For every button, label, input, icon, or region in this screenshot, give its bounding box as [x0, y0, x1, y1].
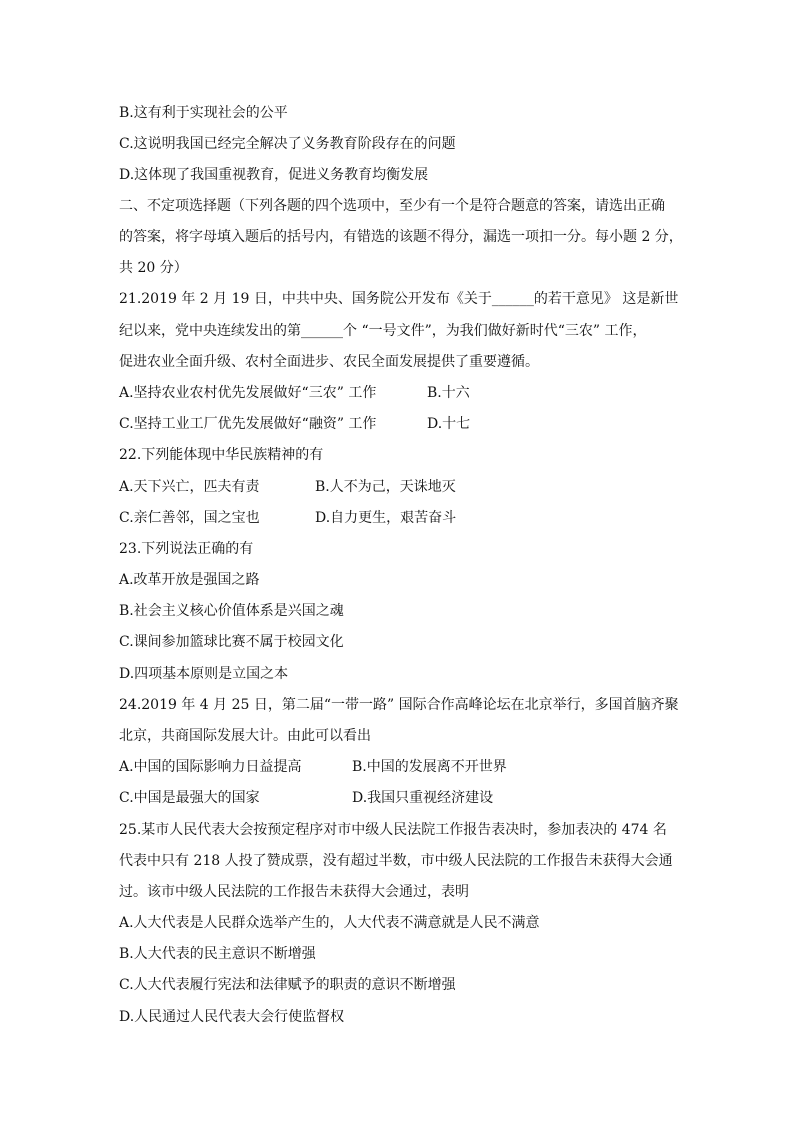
q20-option-c: C.这说明我国已经完全解决了义务教育阶段存在的问题: [119, 136, 456, 152]
q24-option-a: A.中国的国际影响力日益提高: [119, 759, 302, 775]
section-heading-line-3: 共 20 分）: [119, 260, 188, 276]
q20-option-d: D.这体现了我国重视教育，促进义务教育均衡发展: [119, 167, 429, 183]
q24-option-b: B.中国的发展离不开世界: [352, 759, 507, 775]
q22-option-c: C.亲仁善邻，国之宝也: [119, 510, 260, 526]
q20-option-b: B.这有利于实现社会的公平: [119, 105, 288, 121]
q22-option-d: D.自力更生，艰苦奋斗: [315, 510, 457, 526]
q24-stem-line-2: 北京，共商国际发展大计。由此可以看出: [119, 728, 371, 744]
q21-stem-line-3: 促进农业全面升级、农村全面进步、农民全面发展提供了重要遵循。: [119, 354, 539, 370]
q22-option-b: B.人不为己，天诛地灭: [315, 479, 456, 495]
q22-option-a: A.天下兴亡，匹夫有责: [119, 479, 260, 495]
q23-stem: 23.下列说法正确的有: [119, 541, 254, 557]
q21-stem-line-2: 纪以来，党中央连续发出的第______个 “一号文件”，为我们做好新时代“三农” 工作，: [119, 323, 647, 339]
section-heading-line-1: 二、不定项选择题（下列各题的四个选项中，至少有一个是符合题意的答案，请选出正确: [119, 198, 665, 214]
q21-stem-line-1: 21.2019 年 2 月 19 日，中共中央、国务院公开发布《关于______的若干意见》 这是新世: [119, 291, 679, 307]
q25-option-c: C.人大代表履行宪法和法律赋予的职责的意识不断增强: [119, 977, 456, 993]
section-heading-line-2: 的答案，将字母填入题后的括号内，有错选的该题不得分，漏选一项扣一分。每小题 2 分，: [119, 229, 683, 245]
q25-option-d: D.人民通过人民代表大会行使监督权: [119, 1009, 345, 1025]
q23-option-c: C.课间参加篮球比赛不属于校园文化: [119, 634, 344, 650]
q21-option-a: A.坚持农业农村优先发展做好“三农” 工作: [119, 385, 377, 401]
q21-option-c: C.坚持工业工厂优先发展做好“融资” 工作: [119, 416, 377, 432]
q22-stem: 22.下列能体现中华民族精神的有: [119, 447, 324, 463]
q25-option-a: A.人大代表是人民群众选举产生的，人大代表不满意就是人民不满意: [119, 915, 540, 931]
q23-option-b: B.社会主义核心价值体系是兴国之魂: [119, 603, 344, 619]
q21-option-d: D.十七: [427, 416, 471, 432]
q25-option-b: B.人大代表的民主意识不断增强: [119, 946, 316, 962]
q23-option-d: D.四项基本原则是立国之本: [119, 666, 289, 682]
q24-option-d: D.我国只重视经济建设: [352, 790, 494, 806]
q24-option-c: C.中国是最强大的国家: [119, 790, 260, 806]
q21-option-b: B.十六: [427, 385, 470, 401]
q25-stem-line-2: 代表中只有 218 人投了赞成票，没有超过半数，市中级人民法院的工作报告未获得大会通: [119, 853, 673, 869]
q25-stem-line-3: 过。该市中级人民法院的工作报告未获得大会通过，表明: [119, 884, 469, 900]
q24-stem-line-1: 24.2019 年 4 月 25 日，第二届“一带一路” 国际合作高峰论坛在北京举行，多国首脑齐聚: [119, 697, 679, 713]
q25-stem-line-1: 25.某市人民代表大会按预定程序对市中级人民法院工作报告表决时，参加表决的 474 名: [119, 822, 667, 838]
q23-option-a: A.改革开放是强国之路: [119, 572, 260, 588]
